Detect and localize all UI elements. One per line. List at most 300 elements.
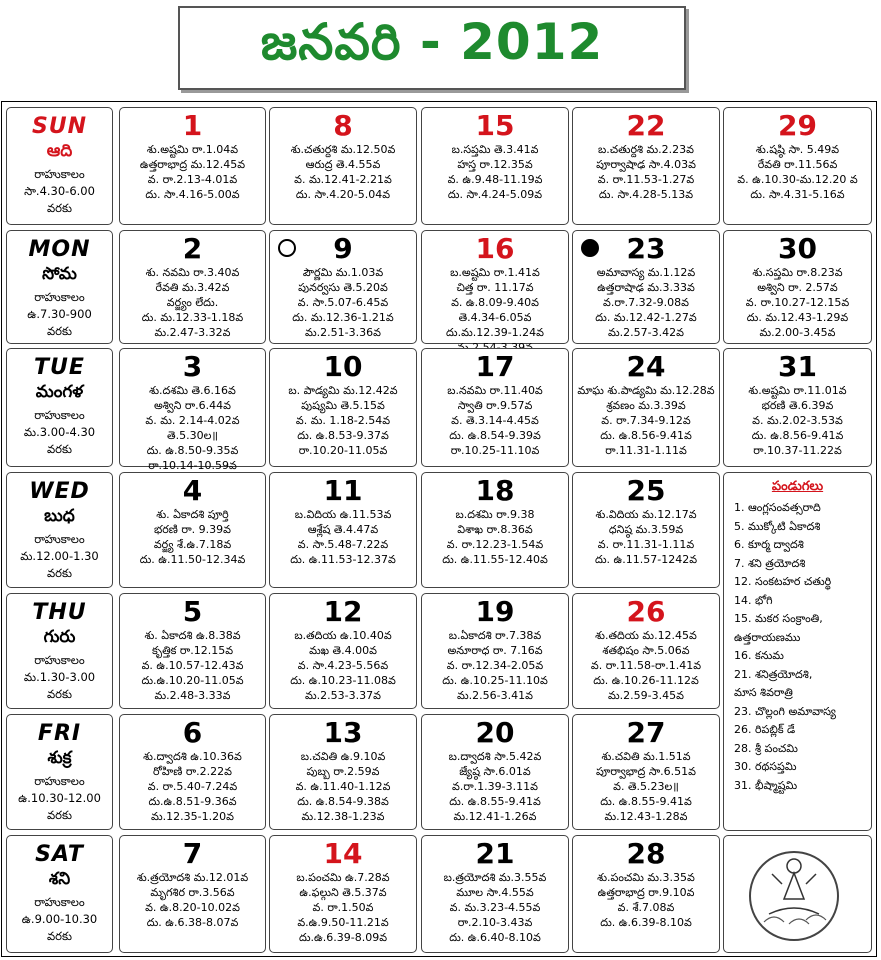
- panchangam-details: [270, 749, 416, 824]
- deity-image-cell: [723, 835, 872, 953]
- panchangam-line: దు. ఉ.8.50-9.35వ: [146, 444, 239, 457]
- panchangam-details: [422, 507, 568, 567]
- panchangam-line: వ. మ.2.02-3.53వ: [752, 414, 843, 427]
- panchangam-line: దు. మ.12.36-1.21వ: [292, 311, 394, 324]
- festival-item: 21. శనిత్రయోదశి,: [734, 667, 813, 681]
- panchangam-details: [120, 142, 265, 202]
- festival-item: 5. ముక్కోటి ఏకాదశి: [734, 519, 821, 533]
- rahukalam-suffix: వరకు: [47, 201, 72, 215]
- panchangam-line: పూర్వాషాఢ సా.4.03వ: [596, 158, 696, 171]
- panchangam-line: వ. రా.12.23-1.54వ: [446, 538, 544, 551]
- date-number: 13: [323, 716, 363, 749]
- date-cell: [269, 107, 417, 225]
- festivals-panel: [723, 472, 872, 831]
- festival-item: 16. కనుమ: [734, 649, 784, 662]
- panchangam-line: దు.ఉ.6.39-8.09వ: [298, 931, 388, 944]
- day-header-cell: [6, 835, 113, 953]
- date-cell: [269, 593, 417, 709]
- festival-item: 1. ఆంగ్లసంవత్సరాది: [734, 501, 821, 514]
- panchangam-details: [120, 870, 265, 930]
- panchangam-line: వ. రా.10.27-12.15వ: [745, 296, 850, 309]
- panchangam-line: బ.ఏకాదశి రా.7.38వ: [448, 629, 542, 642]
- rahukalam-suffix: వరకు: [47, 566, 72, 580]
- panchangam-details: [270, 142, 416, 202]
- panchangam-line: రా.10.37-11.22వ: [753, 444, 842, 457]
- festival-item: ఉత్తరాయణము: [734, 630, 801, 644]
- date-cell: [119, 348, 266, 472]
- panchangam-line: మ.12.41-1.26వ: [453, 810, 537, 823]
- panchangam-line: దు. ఉ.11.50-12.34వ: [139, 553, 246, 566]
- date-number: 15: [475, 109, 515, 142]
- panchangam-details: [724, 383, 871, 458]
- panchangam-line: బ.చవితి ఉ.9.10వ: [300, 750, 386, 763]
- panchangam-line: వ. ఉ.8.20-10.02వ: [145, 901, 240, 914]
- date-cell: [119, 593, 266, 709]
- date-cell: [269, 230, 417, 344]
- date-number: 14: [323, 837, 363, 870]
- panchangam-line: ఉ.ఫల్గుని తె.5.37వ: [299, 886, 387, 899]
- panchangam-line: వ. సా.5.48-7.22వ: [297, 538, 389, 551]
- panchangam-line: దు. సా.4.24-5.09వ: [447, 188, 543, 201]
- festival-item: 14. భోగి: [734, 593, 773, 607]
- date-cell: [119, 714, 266, 830]
- panchangam-line: బ.విదియ ఉ.11.53వ: [294, 508, 392, 521]
- panchangam-line: దు.ఉ.8.51-9.36వ: [148, 795, 237, 808]
- date-cell: [723, 348, 872, 467]
- panchangam-line: శు. ఏకాదశి ఉ.8.38వ: [144, 629, 241, 642]
- panchangam-line: వ. తె.5.23ల॥: [613, 780, 679, 793]
- rahukalam-time: ఉ.7.30-900: [27, 307, 92, 321]
- panchangam-line: దు. ఉ.10.26-11.12వ: [593, 674, 699, 687]
- date-number: 20: [475, 716, 515, 749]
- panchangam-details: [724, 265, 871, 340]
- panchangam-line: అనూరాధ రా. 7.16వ: [447, 644, 543, 657]
- panchangam-line: చిత్త రా. 11.17వ: [456, 281, 534, 294]
- date-cell: [269, 472, 417, 588]
- panchangam-line: బ.దశమి రా.9.38: [455, 508, 535, 521]
- panchangam-line: దు. మ.12.43-1.29వ: [746, 311, 849, 324]
- panchangam-line: దు. ఉ.8.54-9.38వ: [297, 795, 389, 808]
- date-cell: [269, 835, 417, 953]
- panchangam-line: బ.పంచమి ఉ.7.28వ: [296, 871, 390, 884]
- panchangam-line: శు.చవితి మ.1.51వ: [601, 750, 691, 763]
- panchangam-line: పూర్వాభాద్ర సా.6.51వ: [596, 765, 696, 778]
- full-moon-icon: [278, 239, 296, 257]
- panchangam-line: అశ్విని రా. 2.57వ: [757, 281, 838, 294]
- panchangam-line: వ. రా.12.34-2.05వ: [446, 659, 544, 672]
- rahukalam-label: రాహుకాలం: [34, 774, 85, 788]
- date-cell: [421, 230, 569, 344]
- rahukalam-time: ఉ.10.30-12.00: [18, 791, 101, 805]
- panchangam-line: రా.11.31-1.11వ: [605, 444, 687, 457]
- rahukalam-suffix: వరకు: [47, 442, 72, 456]
- panchangam-line: మ.12.38-1.23వ: [301, 810, 385, 823]
- panchangam-details: [573, 383, 719, 458]
- panchangam-line: తె.5.30ల॥: [167, 429, 218, 442]
- day-name-english: WED: [29, 479, 90, 504]
- panchangam-line: కృత్తిక రా.12.15వ: [151, 644, 234, 657]
- panchangam-details: [422, 265, 568, 355]
- date-cell: [421, 348, 569, 467]
- panchangam-line: దు. ఉ.10.25-11.10వ: [442, 674, 548, 687]
- day-name-telugu: మంగళ: [35, 382, 84, 402]
- date-number: 21: [475, 837, 515, 870]
- festival-item: మాస శివరాత్రి: [734, 686, 793, 699]
- rahukalam-time: మ.1.30-3.00: [23, 670, 96, 684]
- panchangam-details: [270, 507, 416, 567]
- date-number: 18: [475, 474, 515, 507]
- panchangam-line: శు.సప్తమి రా.8.23వ: [752, 266, 843, 279]
- day-name-telugu: శని: [48, 869, 71, 889]
- panchangam-line: స్వాతి రా.9.57వ: [457, 399, 533, 412]
- panchangam-line: శు.ద్వాదశి ఉ.10.36వ: [143, 750, 242, 763]
- panchangam-line: శు.దశమి తె.6.16వ: [149, 384, 236, 397]
- panchangam-line: రా.10.25-11.10వ: [450, 444, 540, 457]
- date-number: 31: [778, 350, 817, 383]
- date-cell: [119, 107, 266, 225]
- rahukalam-label: రాహుకాలం: [34, 408, 85, 422]
- panchangam-line: వ. రా.7.34-9.12వ: [601, 414, 691, 427]
- panchangam-line: వ. రా.11.58-రా.1.41వ: [590, 659, 702, 672]
- panchangam-line: బ.త్రయోదశి మ.3.55వ: [443, 871, 547, 884]
- day-name-telugu: ఆది: [46, 141, 73, 161]
- rahukalam-time: సా.4.30-6.00: [24, 184, 95, 198]
- panchangam-line: వ. తె.3.14-4.45వ: [451, 414, 539, 427]
- day-name-english: TUE: [34, 355, 85, 380]
- panchangam-line: దు. సా.4.20-5.04వ: [295, 188, 391, 201]
- date-number: 16: [475, 232, 515, 265]
- date-number: 27: [626, 716, 666, 749]
- date-number: 10: [323, 350, 363, 383]
- panchangam-line: వ. ఉ.10.30-మ.12.20 వ: [737, 173, 858, 186]
- date-number: 2: [182, 232, 203, 265]
- date-cell: [723, 107, 872, 225]
- festival-item: 31. భీష్మాష్టమి: [734, 778, 798, 792]
- rahukalam-suffix: వరకు: [47, 324, 72, 338]
- panchangam-details: [270, 628, 416, 703]
- panchangam-line: వ. ఉ.10.57-12.43వ: [141, 659, 244, 672]
- day-header-cell: [6, 230, 113, 344]
- date-number: 6: [182, 716, 203, 749]
- panchangam-line: వ. శే.7.08వ: [617, 901, 675, 914]
- panchangam-details: [724, 142, 871, 202]
- panchangam-line: దు. మ.12.33-1.18వ: [141, 311, 244, 324]
- panchangam-line: శ్రవణం మ.3.39వ: [606, 399, 686, 412]
- date-number: 19: [475, 595, 515, 628]
- panchangam-line: రోహిణి రా.2.22వ: [153, 765, 232, 778]
- day-header-cell: [6, 714, 113, 830]
- date-cell: [572, 593, 720, 709]
- panchangam-details: [422, 870, 568, 945]
- panchangam-line: దు. ఉ.11.53-12.37వ: [290, 553, 396, 566]
- panchangam-line: మ.2.47-3.32వ: [154, 326, 231, 339]
- panchangam-line: దు. ఉ.10.23-11.08వ: [290, 674, 396, 687]
- panchangam-line: వ. ఉ.8.09-9.40వ: [451, 296, 539, 309]
- date-cell: [572, 835, 720, 953]
- rahukalam-label: రాహుకాలం: [34, 653, 85, 667]
- calendar-grid: [1, 101, 877, 957]
- panchangam-line: మూల సా.4.55వ: [456, 886, 534, 899]
- panchangam-line: రేవతి రా.11.56వ: [757, 158, 838, 171]
- day-header-cell: [6, 348, 113, 467]
- day-name-english: MON: [28, 237, 91, 262]
- panchangam-details: [120, 507, 265, 567]
- panchangam-line: దు. ఉ.8.56-9.41వ: [600, 429, 692, 442]
- panchangam-line: దు.మ.12.39-1.24వ: [446, 326, 544, 339]
- title-banner: [178, 6, 686, 90]
- panchangam-details: [270, 265, 416, 340]
- panchangam-line: తె.4.34-6.05వ: [458, 311, 532, 324]
- panchangam-line: బ.చతుర్దశి మ.2.23వ: [598, 143, 694, 156]
- date-number: 8: [333, 109, 353, 142]
- panchangam-line: బ.ద్వాదశి సా.5.42వ: [448, 750, 542, 763]
- panchangam-line: బ.సప్తమి తె.3.41వ: [451, 143, 539, 156]
- panchangam-line: పుబ్బ రా.2.59వ: [306, 765, 380, 778]
- new-moon-icon: [581, 239, 599, 257]
- panchangam-line: మ.2.00-3.45వ: [759, 326, 836, 339]
- date-cell: [572, 348, 720, 467]
- panchangam-line: దు. ఉ.11.57-1242వ: [594, 553, 698, 566]
- rahukalam-time: మ.3.00-4.30: [23, 425, 96, 439]
- panchangam-line: దు. ఉ.11.55-12.40వ: [442, 553, 548, 566]
- date-number: 5: [182, 595, 203, 628]
- panchangam-line: మ.12.35-1.20వ: [151, 810, 234, 823]
- panchangam-details: [422, 749, 568, 824]
- festival-item: 30. రథసప్తమి: [734, 760, 797, 773]
- panchangam-details: [422, 142, 568, 202]
- panchangam-line: మ.2.57-3.42వ: [608, 326, 684, 339]
- panchangam-line: బ.నవమి రా.11.40వ: [447, 384, 543, 397]
- date-cell: [269, 714, 417, 830]
- panchangam-line: ధనిష్ఠ మ.3.59వ: [608, 523, 684, 536]
- day-header-cell: [6, 593, 113, 709]
- panchangam-line: బ. పాడ్యమి మ.12.42వ: [288, 384, 398, 397]
- rahukalam-label: రాహుకాలం: [34, 290, 85, 304]
- panchangam-line: భరణి రా. 9.39వ: [154, 523, 231, 536]
- date-number: 23: [626, 232, 666, 265]
- festivals-title: పండుగలు: [771, 479, 824, 494]
- panchangam-line: దు. ఉ.6.40-8.10వ: [449, 931, 541, 944]
- panchangam-line: వ.రా.1.39-3.11వ: [452, 780, 538, 793]
- panchangam-line: అమావాస్య మ.1.12వ: [596, 266, 696, 279]
- panchangam-line: వ. మ. 2.14-4.02వ: [145, 414, 240, 427]
- date-cell: [269, 348, 417, 467]
- day-name-telugu: సోమ: [42, 264, 77, 284]
- panchangam-line: హస్త రా.12.35వ: [457, 158, 533, 171]
- panchangam-line: బ.తదియ ఉ.10.40వ: [294, 629, 392, 642]
- panchangam-line: మ.2.51-3.36వ: [305, 326, 381, 339]
- panchangam-line: వ. ఉ.11.40-1.12వ: [295, 780, 391, 793]
- panchangam-line: మఖ తె.4.00వ: [309, 644, 377, 657]
- panchangam-line: రేవతి మ.3.42వ: [155, 281, 230, 294]
- date-cell: [119, 472, 266, 588]
- panchangam-line: ఉత్తరాభాద్ర మ.12.45వ: [139, 158, 246, 171]
- date-number: 7: [182, 837, 203, 870]
- panchangam-line: జ్యేష్ఠ సా.6.01వ: [459, 765, 531, 778]
- rahukalam-time: మ.12.00-1.30: [20, 549, 99, 563]
- rahukalam-label: రాహుకాలం: [34, 895, 85, 909]
- date-cell: [421, 593, 569, 709]
- festival-item: 28. శ్రీ పంచమి: [734, 741, 798, 755]
- panchangam-line: శు.షష్ఠి సా. 5.49వ: [755, 143, 840, 156]
- date-number: 24: [626, 350, 666, 383]
- panchangam-line: దు. ఉ.8.56-9.41వ: [751, 429, 844, 442]
- rahukalam-suffix: వరకు: [47, 929, 72, 943]
- panchangam-details: [120, 628, 265, 703]
- panchangam-line: వ. రా.2.13-4.01వ: [147, 173, 238, 186]
- date-number: 22: [626, 109, 666, 142]
- panchangam-line: శు.తదియ మ.12.45వ: [595, 629, 697, 642]
- panchangam-line: భరణి తె.6.39వ: [761, 399, 834, 412]
- panchangam-line: దు. ఉ.6.38-8.07వ: [146, 916, 239, 929]
- panchangam-line: దు. ఉ.6.39-8.10వ: [600, 916, 692, 929]
- panchangam-line: అశ్విని రా.6.44వ: [153, 399, 231, 412]
- date-number: 25: [626, 474, 666, 507]
- date-number: 29: [778, 109, 817, 142]
- panchangam-line: శు.అష్టమి రా.1.04వ: [146, 143, 239, 156]
- date-number: 11: [323, 474, 363, 507]
- day-header-cell: [6, 472, 113, 588]
- panchangam-line: వ. రా.11.31-1.11వ: [597, 538, 695, 551]
- date-number: 17: [475, 350, 515, 383]
- date-cell: [421, 107, 569, 225]
- panchangam-line: రా.2.10-3.43వ: [457, 916, 533, 929]
- panchangam-line: మాఘ శు.పాడ్యమి మ.12.28వ: [577, 384, 715, 397]
- panchangam-line: శు.త్రయోదశి మ.12.01వ: [136, 871, 249, 884]
- panchangam-line: మ.2.53-3.37వ: [305, 689, 381, 702]
- panchangam-line: దు. సా.4.28-5.13వ: [598, 188, 694, 201]
- panchangam-line: శతభిషం సా.5.06వ: [602, 644, 690, 657]
- date-cell: [421, 835, 569, 953]
- panchangam-details: [120, 383, 265, 473]
- date-number: 9: [333, 232, 353, 265]
- panchangam-line: ఉత్తరాభాద్ర రా.9.10వ: [597, 886, 695, 899]
- panchangam-line: ఆరుద్ర తె.4.55వ: [305, 158, 381, 171]
- panchangam-line: రా.10.20-11.05వ: [298, 444, 388, 457]
- day-name-telugu: శుక్ర: [47, 748, 72, 768]
- date-cell: [572, 107, 720, 225]
- festivals-list: [724, 499, 871, 795]
- panchangam-details: [573, 628, 719, 703]
- panchangam-line: రా.10.14-10.59వ: [148, 459, 237, 472]
- panchangam-line: బ.అష్టమి రా.1.41వ: [450, 266, 540, 279]
- date-cell: [119, 230, 266, 344]
- panchangam-details: [270, 870, 416, 945]
- panchangam-line: శు. ఏకాదశి పూర్తి: [156, 508, 229, 521]
- panchangam-line: దు.ఉ.10.20-11.05వ: [141, 674, 244, 687]
- date-number: 1: [182, 109, 203, 142]
- panchangam-line: వ. మ.3.23-4.55వ: [449, 901, 541, 914]
- panchangam-line: శు.విదియ మ.12.17వ: [595, 508, 697, 521]
- panchangam-line: మ.2.56-3.41వ: [457, 689, 533, 702]
- date-number: 3: [182, 350, 203, 383]
- panchangam-line: విశాఖ రా.8.36వ: [457, 523, 533, 536]
- panchangam-line: దు. మ.12.42-1.27వ: [595, 311, 697, 324]
- panchangam-line: మ.12.43-1.28వ: [604, 810, 688, 823]
- date-cell: [723, 230, 872, 344]
- rahukalam-suffix: వరకు: [47, 808, 72, 822]
- panchangam-line: దు. ఉ.8.55-9.41వ: [600, 795, 692, 808]
- panchangam-details: [120, 265, 265, 340]
- panchangam-line: వ.రా.7.32-9.08వ: [603, 296, 689, 309]
- date-number: 28: [626, 837, 666, 870]
- panchangam-line: వ. రా.5.40-7.24వ: [147, 780, 238, 793]
- panchangam-line: దు. ఉ.8.53-9.37వ: [297, 429, 389, 442]
- date-number: 12: [323, 595, 363, 628]
- day-name-english: FRI: [37, 721, 82, 746]
- rahukalam-suffix: వరకు: [47, 687, 72, 701]
- panchangam-details: [573, 265, 719, 340]
- date-cell: [421, 714, 569, 830]
- date-number: 4: [182, 474, 203, 507]
- day-header-cell: [6, 107, 113, 225]
- panchangam-line: శు. నవమి రా.3.40వ: [145, 266, 240, 279]
- deity-chariot-icon: [744, 844, 844, 944]
- panchangam-line: మ.2.59-3.45వ: [608, 689, 684, 702]
- festival-item: 26. రిపబ్లిక్ డే: [734, 723, 796, 736]
- panchangam-line: వ. రా.1.50వ: [312, 901, 374, 914]
- day-name-telugu: గురు: [43, 627, 76, 647]
- panchangam-line: పుష్యమి తె.5.15వ: [301, 399, 385, 412]
- panchangam-line: వ. ఉ.9.48-11.19వ: [447, 173, 543, 186]
- day-name-english: SAT: [35, 842, 84, 867]
- festival-item: 6. కూర్మ ద్వాదశి: [734, 538, 804, 551]
- day-name-english: SUN: [31, 114, 88, 139]
- panchangam-line: వ. మ. 1.18-2.54వ: [295, 414, 391, 427]
- day-name-english: THU: [32, 600, 87, 625]
- panchangam-details: [120, 749, 265, 824]
- festival-item: 15. మకర సంక్రాంతి,: [734, 612, 823, 625]
- panchangam-line: వ.ఉ.9.50-11.21వ: [297, 916, 389, 929]
- panchangam-line: వర్జ్య శే.ఉ.7.18వ: [153, 538, 232, 551]
- panchangam-details: [422, 383, 568, 458]
- panchangam-line: మ.2.48-3.33వ: [154, 689, 231, 702]
- panchangam-details: [573, 870, 719, 930]
- page-title: జనవరి - 2012: [260, 12, 604, 71]
- panchangam-line: వ. రా.11.53-1.27వ: [597, 173, 695, 186]
- panchangam-line: పౌర్ణమి మ.1.03వ: [302, 266, 384, 279]
- panchangam-details: [422, 628, 568, 703]
- panchangam-details: [573, 507, 719, 567]
- date-cell: [421, 472, 569, 588]
- date-number: 30: [778, 232, 817, 265]
- panchangam-line: శు.చతుర్దశి మ.12.50వ: [290, 143, 396, 156]
- rahukalam-time: ఉ.9.00-10.30: [21, 912, 98, 926]
- date-cell: [119, 835, 266, 953]
- panchangam-line: మృగశిర రా.3.56వ: [150, 886, 235, 899]
- date-cell: [572, 714, 720, 830]
- festival-item: 7. శని త్రయోదశి: [734, 556, 806, 570]
- panchangam-line: ఉత్తరాషాఢ మ.3.33వ: [597, 281, 695, 294]
- panchangam-line: ఆశ్లేష తె.4.47వ: [307, 523, 379, 536]
- panchangam-line: శు.పంచమి మ.3.35వ: [597, 871, 695, 884]
- panchangam-line: వ. మ.12.41-2.21వ: [294, 173, 392, 186]
- panchangam-line: వ. సా.5.07-6.45వ: [297, 296, 389, 309]
- panchangam-line: దు. సా.4.16-5.00వ: [145, 188, 240, 201]
- rahukalam-label: రాహుకాలం: [34, 167, 85, 181]
- date-number: 26: [626, 595, 666, 628]
- panchangam-line: పునర్వసు తె.5.20వ: [298, 281, 388, 294]
- panchangam-line: దు. ఉ.8.54-9.39వ: [449, 429, 541, 442]
- panchangam-line: శు.అష్టమి రా.11.01వ: [748, 384, 847, 397]
- rahukalam-label: రాహుకాలం: [34, 532, 85, 546]
- festival-item: 23. చొల్లంగి అమావాస్య: [734, 704, 836, 718]
- panchangam-line: వర్జ్యం లేదు.: [166, 296, 219, 309]
- panchangam-line: దు. ఉ.8.55-9.41వ: [449, 795, 541, 808]
- panchangam-details: [573, 749, 719, 824]
- panchangam-line: వ. సా.4.23-5.56వ: [297, 659, 389, 672]
- panchangam-line: దు. సా.4.31-5.16వ: [750, 188, 845, 201]
